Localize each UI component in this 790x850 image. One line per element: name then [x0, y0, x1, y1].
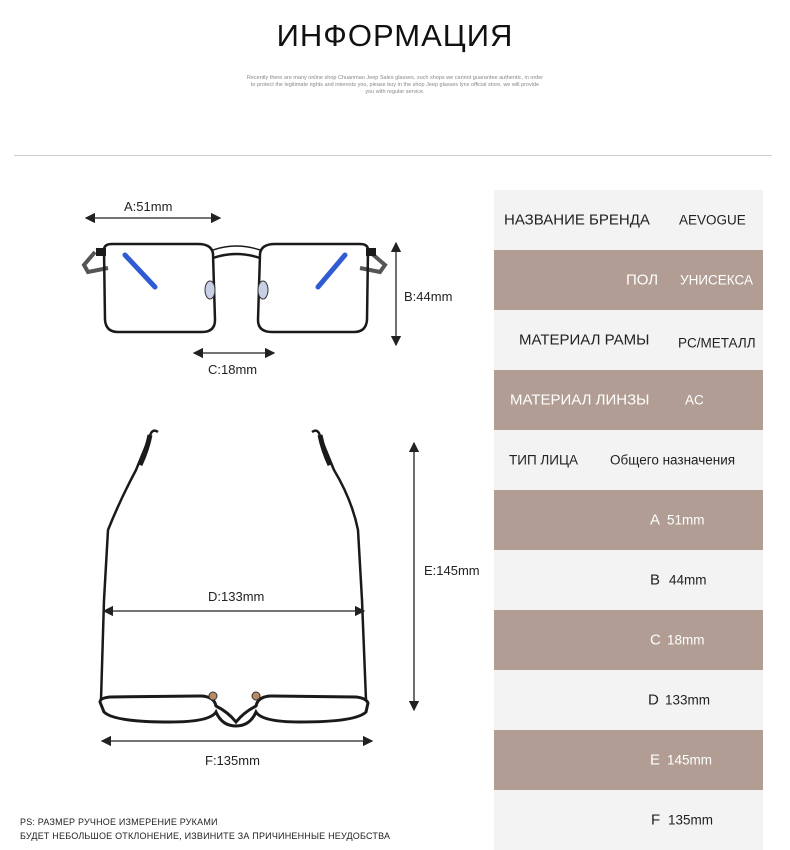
spec-label: A	[650, 511, 661, 529]
spec-label: МАТЕРИАЛ ЛИНЗЫ	[510, 391, 650, 409]
dimension-d-label: D:133mm	[208, 589, 265, 604]
spec-row-e	[494, 730, 763, 790]
dimension-b-label: B:44mm	[404, 289, 453, 304]
dimension-a-label: A:51mm	[124, 199, 173, 214]
subtitle-line-2: to protect the legitimate rights and interests you, please buy in the shop Jeep glasses lynx official store, we will provide	[250, 82, 540, 88]
spec-row-b	[494, 550, 763, 610]
footnote-line-1: PS: РАЗМЕР РУЧНОЕ ИЗМЕРЕНИЕ РУКАМИ	[20, 817, 218, 827]
spec-value: 51mm	[667, 512, 705, 528]
spec-value: Общего назначения	[610, 452, 736, 468]
dimension-f-label: F:135mm	[205, 753, 260, 768]
spec-row-f	[494, 790, 763, 850]
spec-value: 44mm	[669, 572, 707, 588]
right-lens	[258, 244, 368, 332]
frame-top-view	[100, 696, 368, 726]
spec-row-face-type	[494, 430, 763, 490]
spec-value: AC	[685, 392, 704, 408]
spec-label: ПОЛ	[626, 271, 659, 289]
subtitle-line-1: Recently there are many online shop Chuanmao Jeep Sales glasses, such shops we cannot guarantee authentic, in order	[246, 75, 544, 81]
spec-label: F	[651, 811, 661, 829]
spec-value: 18mm	[667, 632, 705, 648]
left-lens	[104, 244, 215, 332]
spec-value: УНИСЕКСА	[680, 272, 753, 288]
spec-row-a	[494, 490, 763, 550]
spec-label: ТИП ЛИЦА	[509, 452, 578, 468]
page-title: ИНФОРМАЦИЯ	[276, 18, 514, 53]
spec-value: AEVOGUE	[679, 212, 746, 228]
spec-row-lens-material	[494, 370, 763, 430]
spec-row-d	[494, 670, 763, 730]
dimension-c-label: C:18mm	[208, 362, 258, 377]
spec-value: 135mm	[668, 812, 714, 828]
dimension-e-label: E:145mm	[424, 563, 480, 578]
spec-value: 133mm	[665, 692, 711, 708]
bridge	[213, 254, 260, 258]
spec-table	[494, 190, 763, 850]
subtitle-line-3: you with regular service.	[365, 89, 425, 95]
spec-label: E	[650, 751, 661, 769]
spec-label: C	[650, 631, 661, 649]
footnote-line-2: БУДЕТ НЕБОЛЬШОЕ ОТКЛОНЕНИЕ, ИЗВИНИТЕ ЗА ПРИЧИНЕННЫЕ НЕУДОБСТВА	[20, 831, 391, 841]
spec-label: B	[650, 571, 661, 589]
spec-row-c	[494, 610, 763, 670]
spec-value: PC/МЕТАЛЛ	[678, 335, 756, 351]
spec-row-brand	[494, 190, 763, 250]
spec-row-frame-material	[494, 310, 763, 370]
spec-row-gender	[494, 250, 763, 310]
spec-label: D	[648, 691, 659, 709]
spec-value: 145mm	[667, 752, 713, 768]
spec-label: МАТЕРИАЛ РАМЫ	[519, 331, 650, 349]
glasses-front-view	[0, 0, 490, 400]
spec-label: НАЗВАНИЕ БРЕНДА	[504, 211, 650, 229]
